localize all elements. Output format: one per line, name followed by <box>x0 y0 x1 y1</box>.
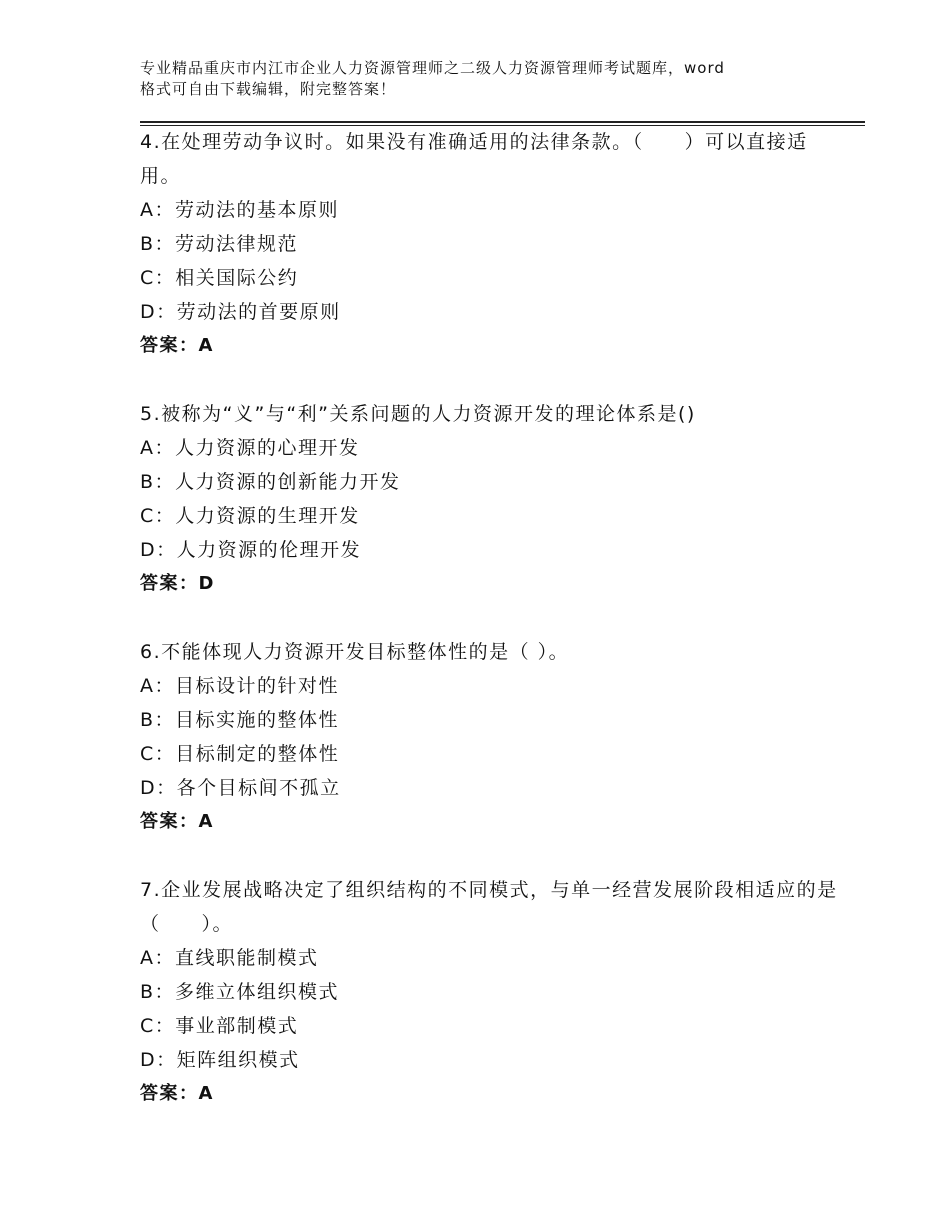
question-4 <box>140 125 840 363</box>
option-b: B：劳动法律规范 <box>140 233 299 255</box>
question-text: 6.不能体现人力资源开发目标整体性的是（ ）。 <box>140 641 570 663</box>
answer: 答案：D <box>140 573 215 594</box>
question-text: 7.企业发展战略决定了组织结构的不同模式，与单一经营发展阶段相适应的是（ ）。 <box>140 879 838 935</box>
option-c: C：人力资源的生理开发 <box>140 505 360 527</box>
header-line-1: 专业精品重庆市内江市企业人力资源管理师之二级人力资源管理师考试题库，word <box>140 59 725 77</box>
option-b: B：人力资源的创新能力开发 <box>140 471 401 493</box>
option-a: A：劳动法的基本原则 <box>140 199 339 221</box>
question-list <box>140 125 840 1111</box>
question-5 <box>140 397 840 601</box>
option-a: A：人力资源的心理开发 <box>140 437 360 459</box>
option-a: A：目标设计的针对性 <box>140 675 339 697</box>
option-c: C：相关国际公约 <box>140 267 299 289</box>
header-divider-thick <box>140 121 865 123</box>
question-text: 5.被称为“义”与“利”关系问题的人力资源开发的理论体系是() <box>140 403 696 425</box>
option-c: C：事业部制模式 <box>140 1015 299 1037</box>
answer: 答案：A <box>140 1083 214 1104</box>
answer: 答案：A <box>140 811 214 832</box>
option-d: D：矩阵组织模式 <box>140 1049 300 1071</box>
question-6 <box>140 635 840 839</box>
header-line-2: 格式可自由下载编辑，附完整答案！ <box>140 80 397 98</box>
option-b: B：目标实施的整体性 <box>140 709 340 731</box>
option-b: B：多维立体组织模式 <box>140 981 340 1003</box>
option-d: D：劳动法的首要原则 <box>140 301 341 323</box>
option-d: D：人力资源的伦理开发 <box>140 539 362 561</box>
document-header <box>140 58 840 100</box>
question-7 <box>140 873 840 1111</box>
option-a: A：直线职能制模式 <box>140 947 319 969</box>
option-c: C：目标制定的整体性 <box>140 743 340 765</box>
option-d: D：各个目标间不孤立 <box>140 777 341 799</box>
question-text: 4.在处理劳动争议时。如果没有准确适用的法律条款。（ ）可以直接适用。 <box>140 131 808 187</box>
answer: 答案：A <box>140 335 214 356</box>
